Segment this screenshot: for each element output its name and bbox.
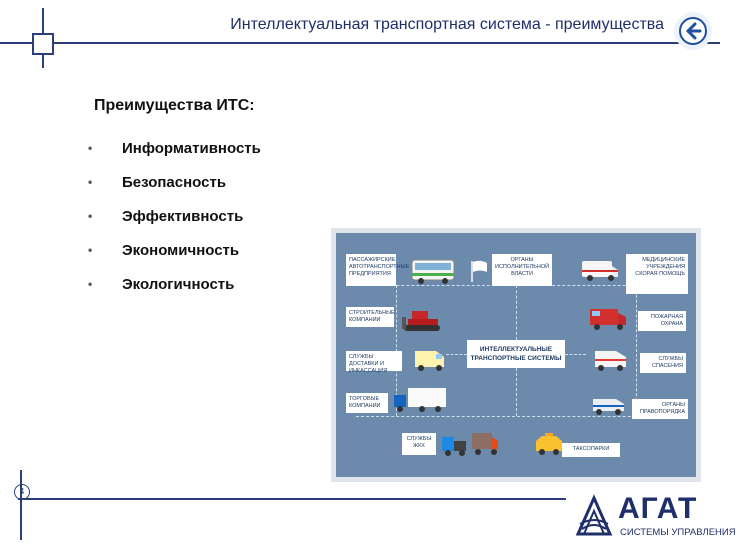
node-trade: ТОРГОВЫЕ КОМПАНИИ bbox=[346, 393, 388, 413]
footer-divider bbox=[18, 498, 566, 500]
fire-truck-icon bbox=[588, 303, 630, 333]
connector-line bbox=[446, 354, 467, 355]
header-divider bbox=[0, 42, 720, 44]
bullet-icon: • bbox=[88, 277, 93, 291]
page-title: Интеллектуальная транспортная система - преимущества bbox=[230, 16, 664, 33]
police-car-icon bbox=[590, 391, 628, 417]
section-title: Преимущества ИТС: bbox=[94, 97, 255, 114]
connector-line bbox=[356, 416, 676, 417]
connector-line bbox=[565, 354, 586, 355]
bullet-icon: • bbox=[88, 141, 93, 155]
connector-line bbox=[516, 368, 517, 416]
advantage-label: Информативность bbox=[122, 139, 261, 157]
list-item bbox=[86, 131, 261, 165]
list-item bbox=[86, 233, 261, 267]
node-fire: ПОЖАРНАЯ ОХРАНА bbox=[638, 311, 686, 331]
logo-emblem-icon bbox=[574, 494, 614, 538]
logo-subtitle: СИСТЕМЫ УПРАВЛЕНИЯ bbox=[620, 527, 736, 538]
company-logo bbox=[574, 492, 736, 538]
node-taxi: ТАКСОПАРКИ bbox=[562, 443, 620, 457]
its-diagram bbox=[331, 228, 701, 482]
header-square-marker bbox=[32, 33, 54, 55]
truck-icon bbox=[392, 385, 448, 415]
advantage-label: Безопасность bbox=[122, 173, 227, 191]
footer-vertical-line bbox=[20, 470, 22, 540]
node-delivery: СЛУЖБЫ ДОСТАВКИ И ИНКАССАЦИЯ bbox=[346, 351, 402, 371]
connector-line bbox=[516, 285, 517, 340]
flag-icon bbox=[469, 259, 489, 283]
bullet-icon: • bbox=[88, 175, 93, 189]
logo-name: АГАТ bbox=[618, 492, 698, 525]
bullet-icon: • bbox=[88, 243, 93, 257]
list-item bbox=[86, 199, 261, 233]
node-its-center: ИНТЕЛЛЕКТУАЛЬНЫЕ ТРАНСПОРТНЫЕ СИСТЕМЫ bbox=[467, 340, 565, 368]
back-arrow-icon bbox=[678, 16, 708, 46]
bus-icon bbox=[410, 257, 456, 285]
node-police: ОРГАНЫ ПРАВОПОРЯДКА bbox=[632, 399, 688, 419]
list-item bbox=[86, 165, 261, 199]
node-construction: СТРОИТЕЛЬНЫЕ КОМПАНИИ bbox=[346, 307, 394, 327]
diagram-panel bbox=[336, 233, 696, 477]
list-item bbox=[86, 267, 261, 301]
node-rescue: СЛУЖБЫ СПАСЕНИЯ bbox=[640, 353, 686, 373]
bullet-icon: • bbox=[88, 209, 93, 223]
page-number: 4 bbox=[14, 484, 30, 500]
advantage-label: Эффективность bbox=[122, 207, 244, 225]
connector-line bbox=[636, 285, 637, 416]
advantage-label: Экологичность bbox=[122, 275, 235, 293]
utility-trucks-icon bbox=[440, 425, 500, 459]
bulldozer-icon bbox=[400, 307, 446, 333]
node-public-transport: ПАССАЖИРСКИЕ АВТОТРАНСПОРТНЫЕ ПРЕДПРИЯТИЯ bbox=[346, 254, 396, 286]
delivery-van-icon bbox=[412, 345, 448, 373]
advantages-list bbox=[86, 131, 261, 301]
node-executive-authorities: ОРГАНЫ ИСПОЛНИТЕЛЬНОЙ ВЛАСТИ bbox=[492, 254, 552, 286]
node-utilities: СЛУЖБЫ ЖКХ bbox=[402, 433, 436, 455]
ambulance-icon bbox=[580, 257, 620, 283]
rescue-vehicle-icon bbox=[592, 345, 630, 373]
advantage-label: Экономичность bbox=[122, 241, 240, 259]
taxi-icon bbox=[532, 431, 566, 459]
node-medical: МЕДИЦИНСКИЕ УЧРЕЖДЕНИЯ СКОРАЯ ПОМОЩЬ bbox=[626, 254, 688, 294]
back-button[interactable] bbox=[674, 12, 712, 50]
